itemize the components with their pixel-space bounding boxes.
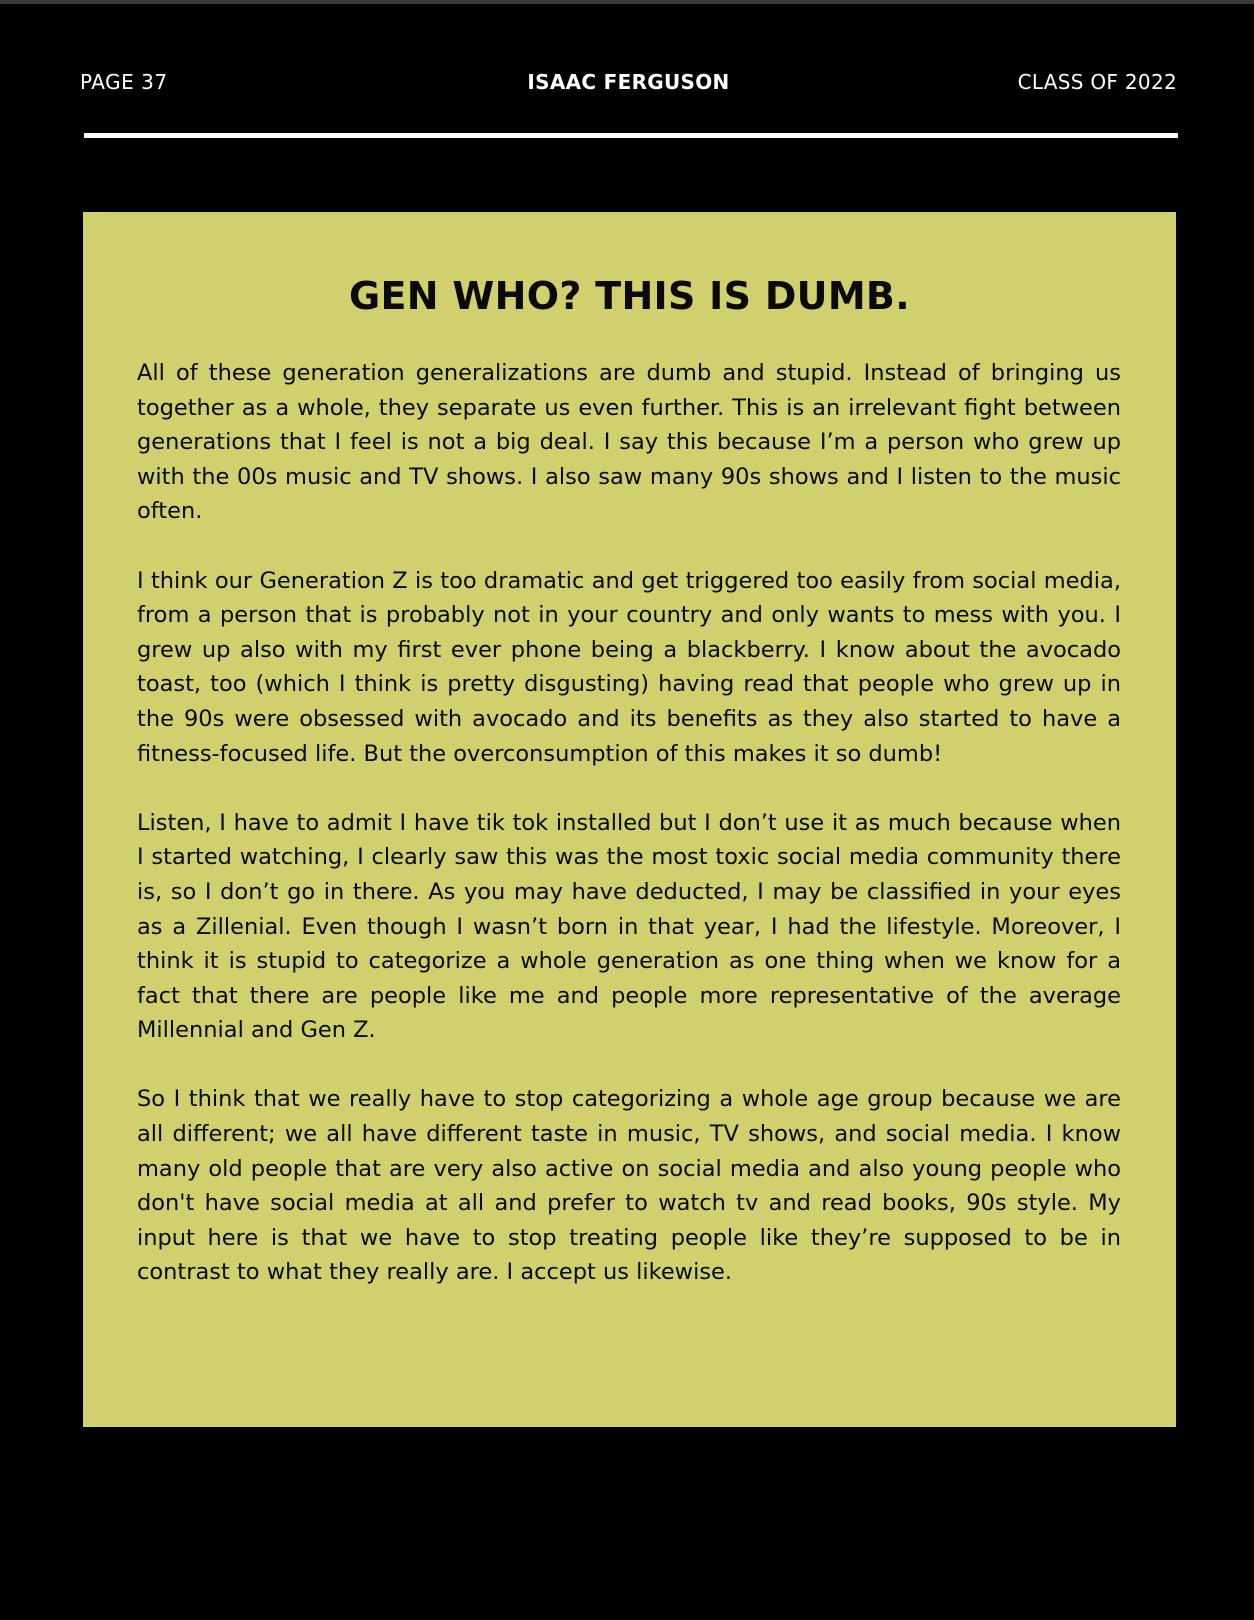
page-number: PAGE 37	[80, 70, 168, 94]
top-edge-strip	[0, 0, 1254, 4]
article-body	[137, 356, 1121, 1325]
article-paragraph: Listen, I have to admit I have tik tok installed but I don’t use it as much because when I started watching, I clearly saw this was the most toxic social media community there is, so I don’t go in there. As you may have deducted, I may be classified in your eyes as a Zillenial. Even though I wasn’t born in that year, I had the lifestyle. Moreover, I think it is stupid to categorize a whole generation as one thing when we know for a fact that there are people like me and people more representative of the average Millennial and Gen Z.	[137, 809, 1121, 1044]
article-title: GEN WHO? THIS IS DUMB.	[349, 274, 910, 318]
article-panel	[83, 212, 1176, 1427]
header-divider	[84, 133, 1178, 138]
class-label: CLASS OF 2022	[1017, 70, 1177, 94]
author-name: ISAAC FERGUSON	[527, 70, 730, 94]
page-header	[80, 70, 1177, 100]
article-paragraph: So I think that we really have to stop categorizing a whole age group because we are all different; we all have different taste in music, TV shows, and social media. I know many old people that are very also active on social media and also young people who don't have social media at all and prefer to watch tv and read books, 90s style. My input here is that we have to stop treating people like they’re supposed to be in contrast to what they really are. I accept us likewise.	[137, 1086, 1121, 1286]
article-paragraph: I think our Generation Z is too dramatic and get triggered too easily from social media, from a person that is probably not in your country and only wants to mess with you. I grew up also with my first ever phone being a blackberry. I know about the avocado toast, too (which I think is pretty disgusting) having read that people who grew up in the 90s were obsessed with avocado and its benefits as they also started to have a fitness-focused life. But the overconsumption of this makes it so dumb!	[137, 567, 1121, 767]
article-paragraph: All of these generation generalizations are dumb and stupid. Instead of bringing us together as a whole, they separate us even further. This is an irrelevant fight between generations that I feel is not a big deal. I say this because I’m a person who grew up with the 00s music and TV shows. I also saw many 90s shows and I listen to the music often.	[137, 360, 1121, 525]
